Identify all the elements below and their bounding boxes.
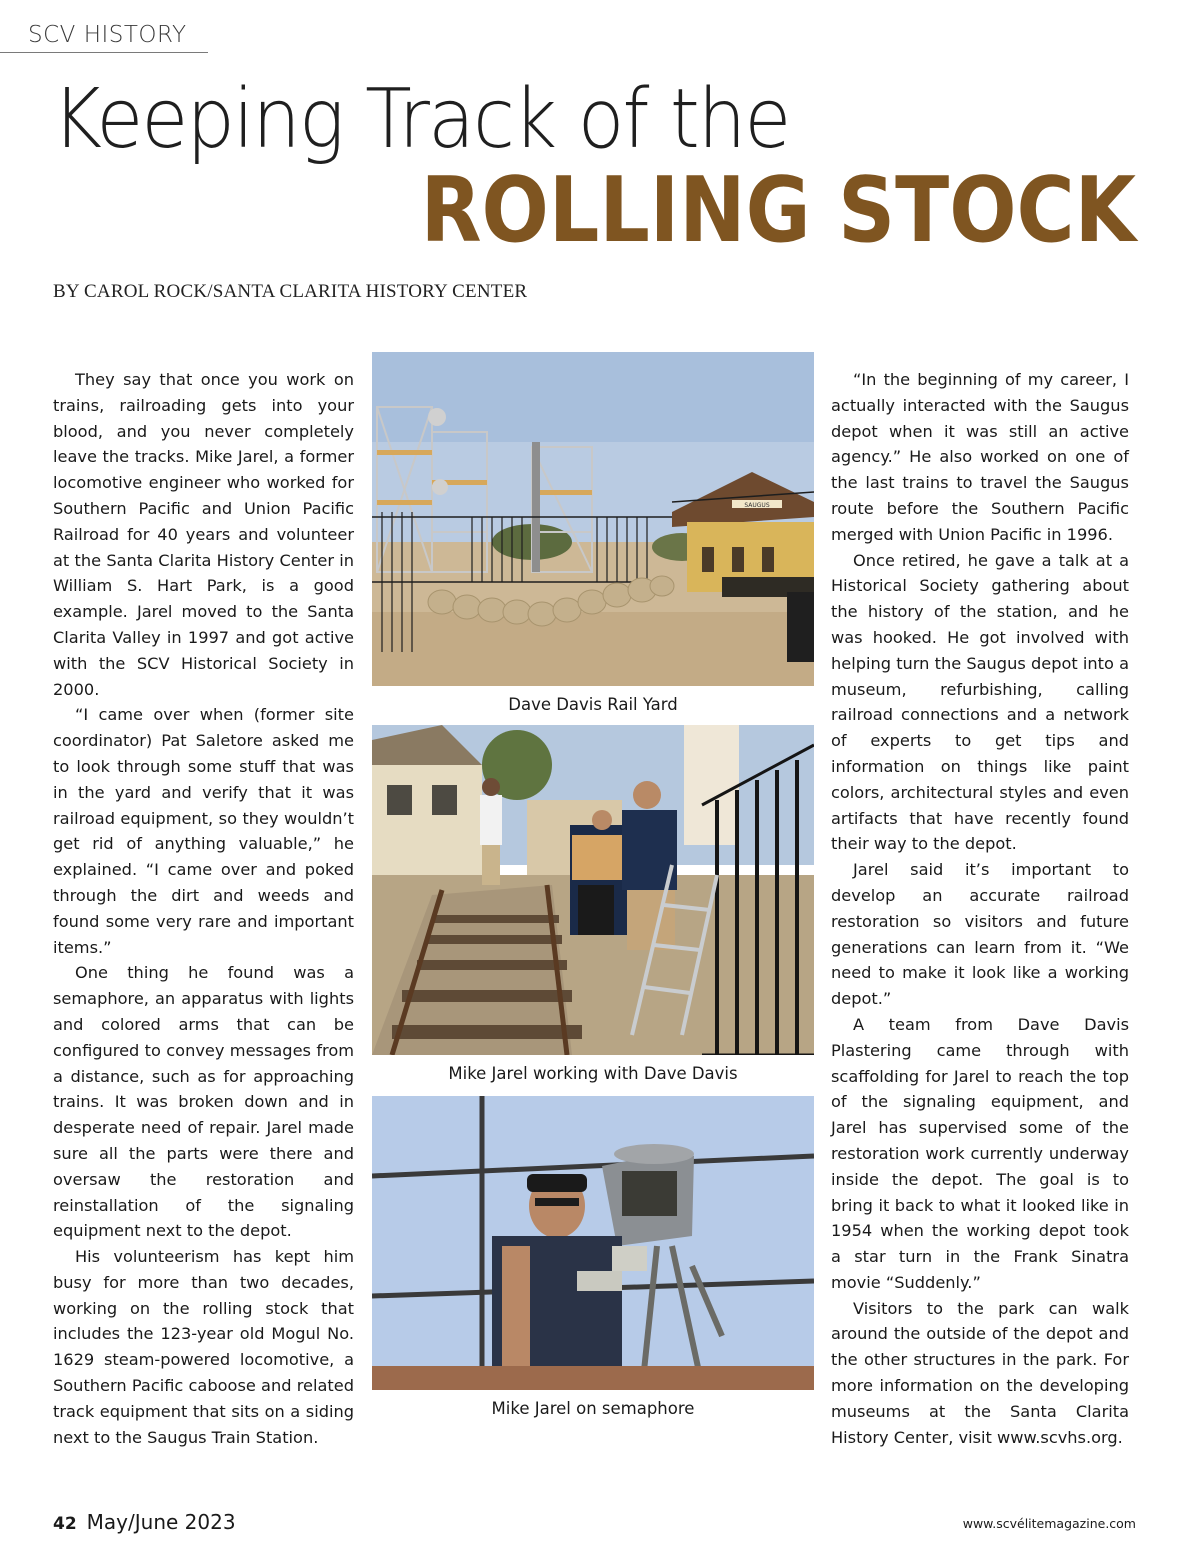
photo-caption: Mike Jarel on semaphore [491, 1399, 695, 1418]
issue-date: May/June 2023 [86, 1510, 236, 1534]
paragraph: Jarel said it’s important to develop an accurate railroad restoration so visitors and future generations can learn from it. “We need to make it look like a working depot.” [831, 860, 1129, 1009]
paragraph: One thing he found was a semaphore, an apparatus with lights and colored arms that can be configured to convey messages from a distance, such as for approaching trains. It was broken down and in desperate need of repair. Jarel made sure all the parts were there and oversaw the restoration and reinstallation of the signaling equipment next to the depot. [53, 963, 354, 1241]
photo-rail-yard [372, 352, 814, 686]
paragraph: Once retired, he gave a talk at a Historical Society gathering about the history of the station, and he was hooked. He got involved with helping turn the Saugus depot into a museum, refurbishing, calling railroad connections and a network of experts to get tips and information on things like paint colors, architectural styles and even artifacts that have recently found their way to the depot. [831, 550, 1129, 854]
byline: BY CAROL ROCK/SANTA CLARITA HISTORY CENTER [53, 281, 528, 302]
photo-working [372, 725, 814, 1055]
paragraph: “In the beginning of my career, I actually interacted with the Saugus depot when it was still an active agency.” He also worked on one of the last trains to travel the Saugus route before the Southern Pacific merged with Union Pacific in 1996. [831, 370, 1129, 544]
footer-website[interactable]: www.scvélitemagazine.com [962, 1516, 1136, 1531]
paragraph: A team from Dave Davis Plastering came through with scaffolding for Jarel to reach the top of the signaling equipment, and Jarel has supervised some of the restoration work currently underway inside the depot. The goal is to bring it back to what it looked like in 1954 when the working depot took a star turn in the Frank Sinatra movie “Suddenly.” [831, 1014, 1129, 1292]
photo-semaphore [372, 1096, 814, 1390]
title-line-1: Keeping Track of the [52, 72, 790, 167]
paragraph: His volunteerism has kept him busy for more than two decades, working on the rolling stock that includes the 123-year old Mogul No. 1629 steam-powered locomotive, a Southern Pacific caboose and related track equipment that sits on a siding next to the Saugus Train Station. [53, 1247, 354, 1447]
footer-folio [53, 1510, 236, 1534]
depot-sign: SAUGUS [744, 502, 770, 509]
paragraph: Visitors to the park can walk around the outside of the depot and the other structures in the park. For more information on the developing museums at the Santa Clarita History Center, visit www.scvhs.org. [831, 1298, 1129, 1447]
section-label: SCV HISTORY [0, 22, 208, 53]
left-column [53, 367, 354, 1450]
photo-caption: Dave Davis Rail Yard [508, 695, 678, 714]
page-number: 42 [53, 1514, 77, 1534]
paragraph: “I came over when (former site coordinator) Pat Saletore asked me to look through some stuff that was in the yard and verify that it was railroad equipment, so they wouldn’t get rid of anything valuable,” he explained. “I came over and poked through the dirt and weeds and found some very rare and important items.” [53, 705, 354, 957]
title-line-2: ROLLING STOCK [420, 158, 1136, 263]
paragraph: They say that once you work on trains, railroading gets into your blood, and you never completely leave the tracks. Mike Jarel, a former locomotive engineer who worked for Southern Pacific and Union Pacific Railroad for 40 years and volunteer at the Santa Clarita History Center in William S. Hart Park, is a good example. Jarel moved to the Santa Clarita Valley in 1997 and got active with the SCV Historical Society in 2000. [53, 370, 354, 699]
right-column [831, 367, 1129, 1450]
photo-caption: Mike Jarel working with Dave Davis [448, 1064, 738, 1083]
